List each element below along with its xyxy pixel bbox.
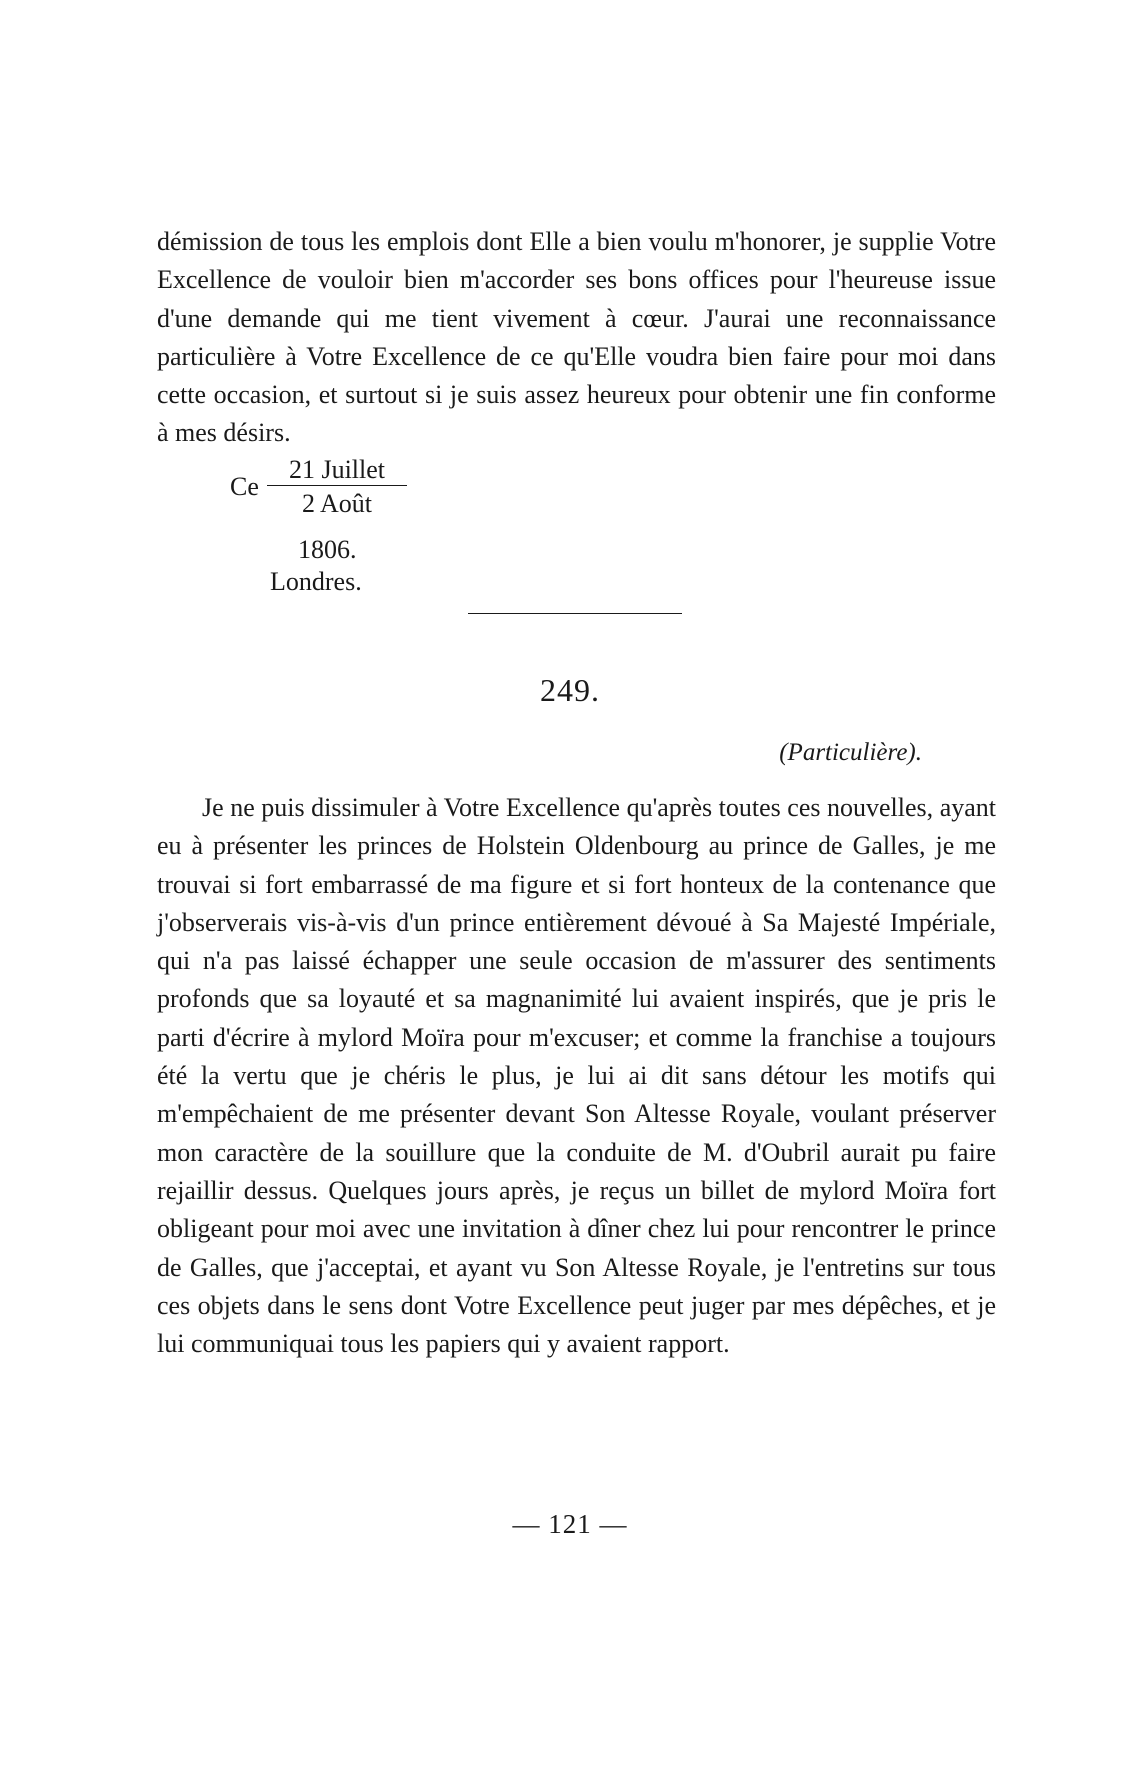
section-divider — [468, 613, 682, 614]
page-number: — 121 — — [512, 1509, 628, 1539]
letter-type-label: (Particulière). — [779, 739, 922, 766]
letter-signoff — [230, 455, 410, 596]
date-year: 1806. — [298, 535, 357, 564]
paragraph-text: Je ne puis dissimuler à Votre Excellence qu'après toutes ces nouvelles, ayant eu à présenter les princes de Holstein Oldenbourg au prince de Galles, je me trouvai si fort embarrassé de ma figure et si fort honteux de la contenance que j'observerais vis-à-vis d'un prince entièrement dévoué à Sa Majesté Impériale, qui n'a pas laissé échapper une seule occasion de m'assurer des sentiments profonds que sa loyauté et sa magnanimité lui avaient inspirés, que je pris le parti d'écrire à mylord Moïra pour m'excuser; et comme la franchise a toujours été la vertu que je chéris le plus, je lui ai dit sans détour les motifs qui m'empêchaient de me présenter devant Son Altesse Royale, voulant préserver mon caractère de la souillure que la conduite de M. d'Oubril aurait pu faire rejaillir dessus. Quelques jours après, je reçus un billet de mylord Moïra fort obligeant pour moi avec une invitation à dîner chez lui pour rencontrer le prince de Galles, que j'acceptai, et ayant vu Son Altesse Royale, je l'entretins sur tous ces objets dans le sens dont Votre Excellence peut juger par mes dépêches, et je lui communiquai tous les papiers qui y avaient rapport. — [157, 793, 996, 1359]
date-old-style: 21 Juillet — [267, 455, 407, 486]
paragraph-text: démission de tous les emplois dont Elle a bien voulu m'honorer, je supplie Votre Excellence de vouloir bien m'accorder ses bons offices pour l'heureuse issue d'une demande qui me tient vivement à cœur. J'aurai une reconnaissance particulière à Votre Excellence de ce qu'Elle voudra bien faire pour moi dans cette occasion, et surtout si je suis assez heureux pour obtenir une fin conforme à mes désirs. — [157, 227, 996, 448]
date-new-style: 2 Août — [301, 489, 373, 518]
continued-paragraph — [157, 223, 996, 453]
date-fraction — [230, 455, 410, 519]
date-prefix: Ce — [230, 472, 259, 501]
letter-body — [157, 789, 996, 1363]
date-place: Londres. — [270, 567, 362, 596]
letter-number: 249. — [540, 672, 600, 708]
